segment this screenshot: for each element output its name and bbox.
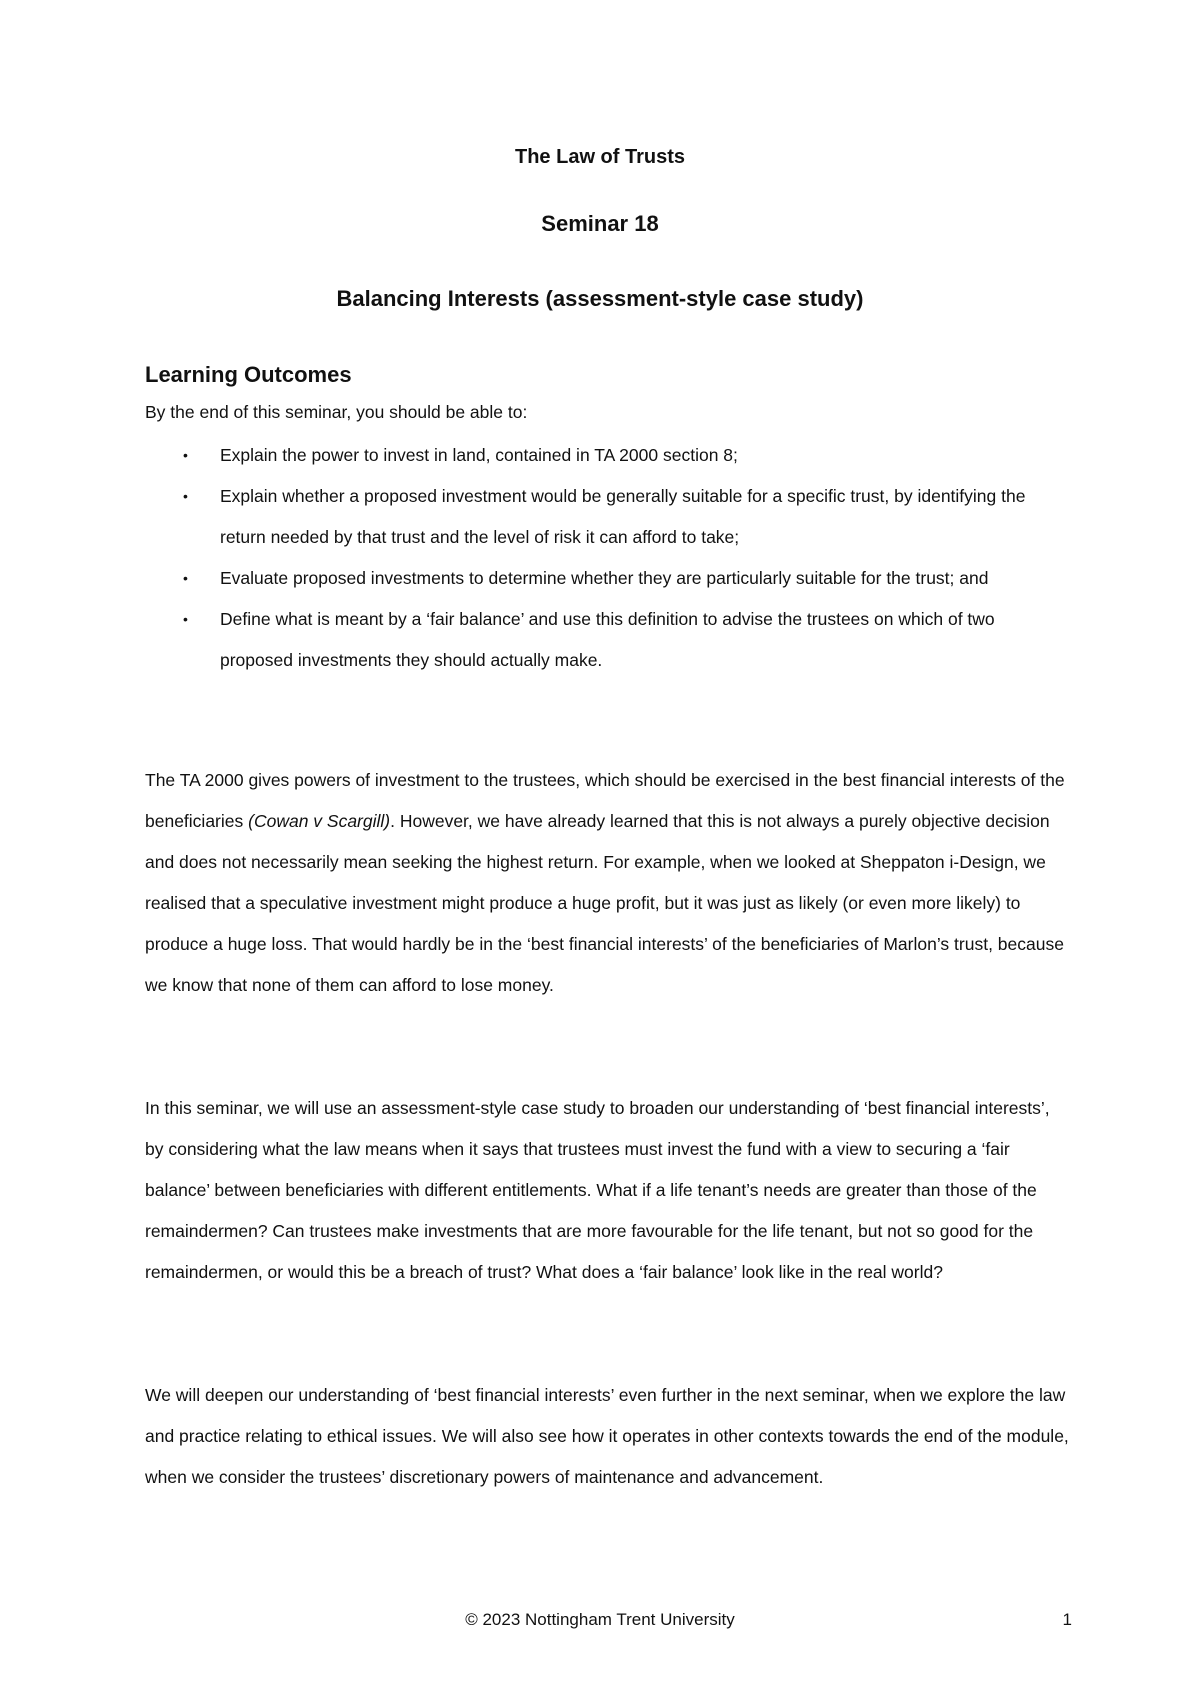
list-item	[145, 558, 1070, 599]
list-item	[145, 435, 1070, 476]
seminar-topic: Balancing Interests (assessment-style case study)	[336, 286, 864, 311]
list-item	[145, 599, 1070, 681]
page-number: 1	[1062, 1610, 1072, 1629]
learning-outcomes-intro: By the end of this seminar, you should be able to:	[145, 402, 528, 422]
list-item-text: Explain whether a proposed investment would be generally suitable for a specific trust, by identifying the return needed by that trust and the level of risk it can afford to take;	[220, 486, 1026, 547]
body-paragraph-1	[145, 760, 1070, 1006]
paragraph-text: . However, we have already learned that this is not always a purely objective decision and does not necessarily mean seeking the highest return. For example, when we looked at Sheppaton i-Design, we realised that a speculative investment might produce a huge profit, but it was just as likely (or even more likely) to produce a huge loss. That would hardly be in the ‘best financial interests’ of the beneficiaries of Marlon’s trust, because we know that none of them can afford to lose money.	[145, 811, 1064, 995]
bullet-icon: •	[183, 611, 188, 627]
document-title: The Law of Trusts	[514, 146, 686, 168]
bullet-icon: •	[183, 447, 188, 463]
body-paragraph-3: We will deepen our understanding of ‘best financial interests’ even further in the next seminar, when we explore the law and practice relating to ethical issues. We will also see how it operates in other contexts towards the end of the module, when we consider the trustees’ discretionary powers of maintenance and advancement.	[145, 1385, 1069, 1487]
seminar-number: Seminar 18	[541, 211, 659, 236]
bullet-icon: •	[183, 488, 188, 504]
case-citation: (Cowan v Scargill)	[248, 811, 391, 831]
list-item-text: Evaluate proposed investments to determine whether they are particularly suitable for the trust; and	[220, 568, 989, 588]
footer-copyright: © 2023 Nottingham Trent University	[465, 1610, 735, 1629]
bullet-icon: •	[183, 570, 188, 586]
body-paragraph-2: In this seminar, we will use an assessment-style case study to broaden our understanding of ‘best financial interests’, by considering what the law means when it says that trustees must invest the fund with a view to securing a ‘fair balance’ between beneficiaries with different entitlements. What if a life tenant’s needs are greater than those of the remaindermen? Can trustees make investments that are more favourable for the life tenant, but not so good for the remaindermen, or would this be a breach of trust? What does a ‘fair balance’ look like in the real world?	[145, 1098, 1050, 1282]
learning-outcomes-heading: Learning Outcomes	[145, 362, 352, 387]
list-item	[145, 476, 1070, 558]
paragraph-text: The TA 2000 gives powers of investment to the trustees, which should be exercised in the best financial interests of the beneficiaries	[145, 770, 1065, 831]
list-item-text: Explain the power to invest in land, contained in TA 2000 section 8;	[220, 445, 738, 465]
learning-outcomes-list	[145, 435, 1070, 681]
list-item-text: Define what is meant by a ‘fair balance’ and use this definition to advise the trustees on which of two proposed investments they should actually make.	[220, 609, 995, 670]
